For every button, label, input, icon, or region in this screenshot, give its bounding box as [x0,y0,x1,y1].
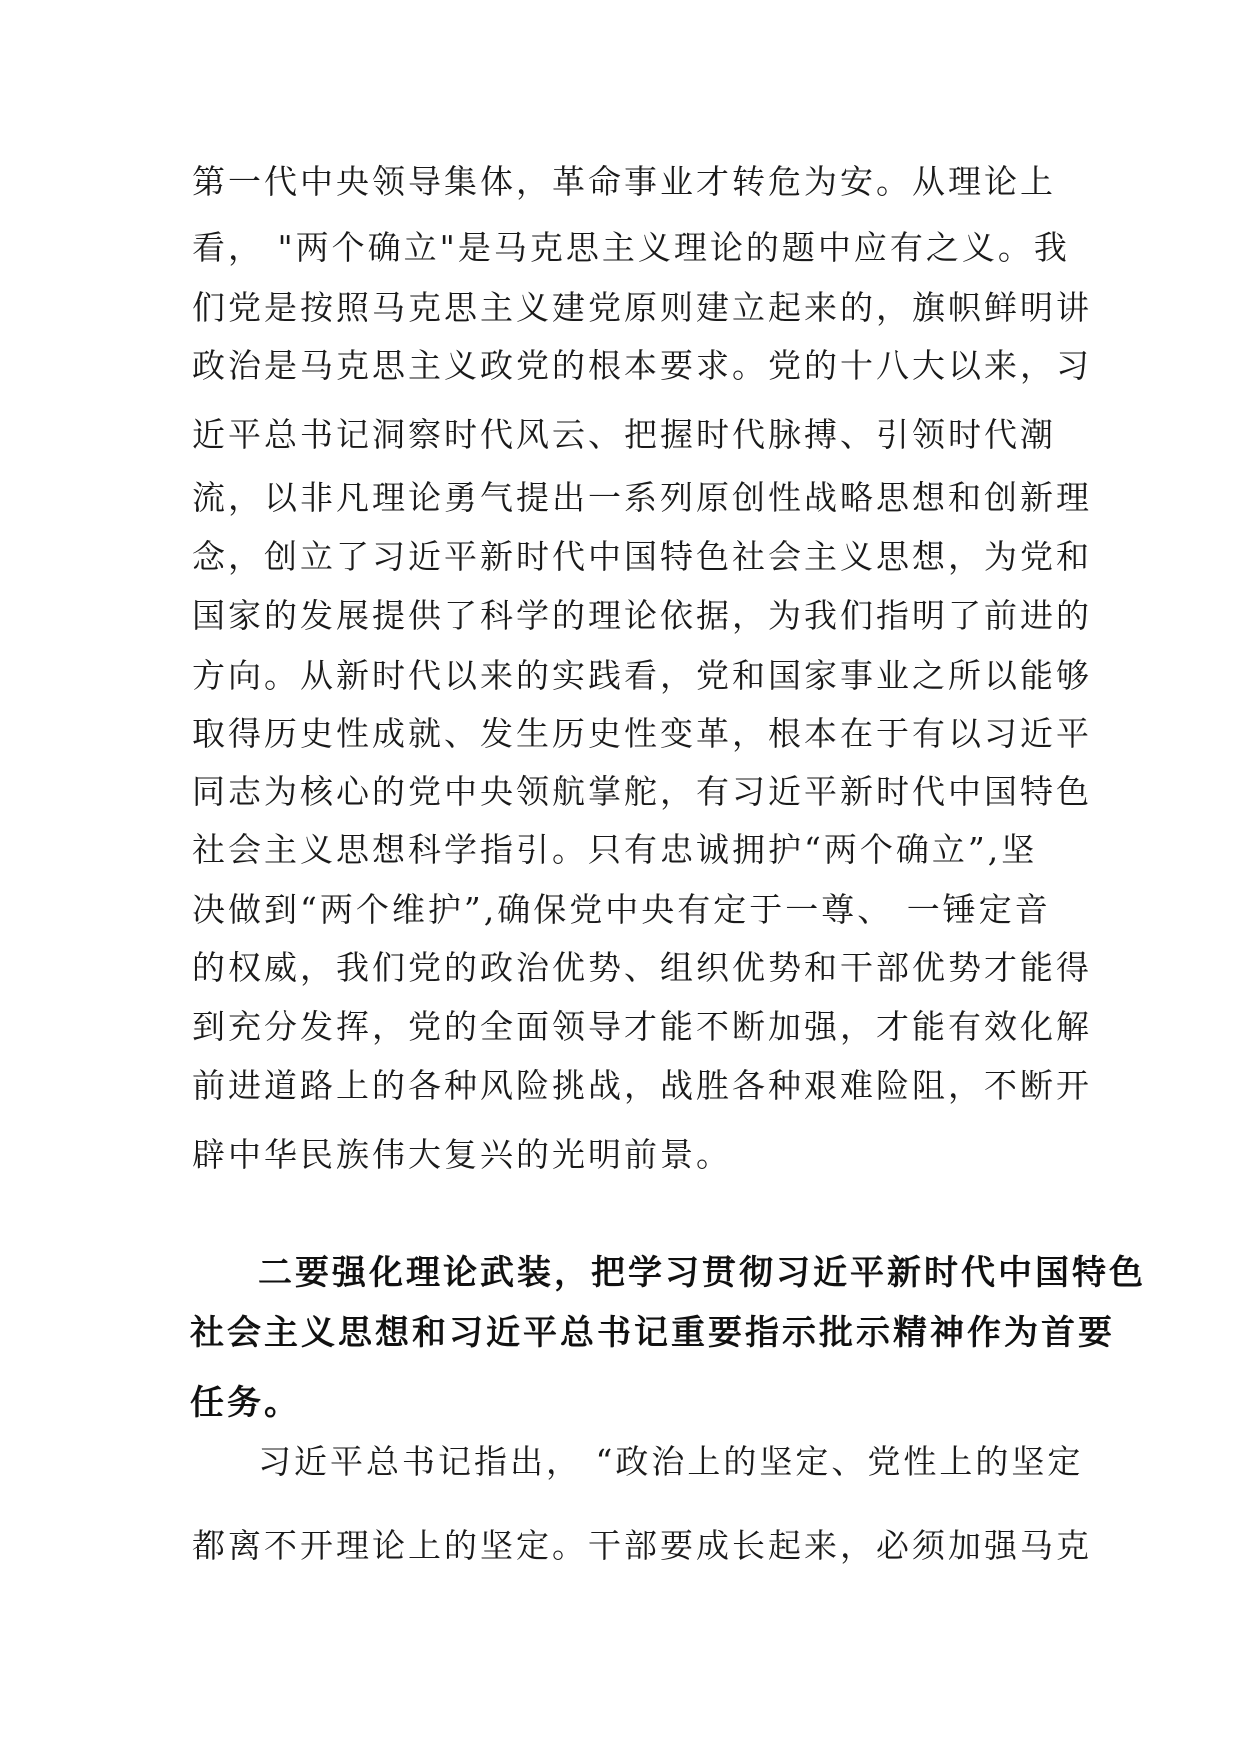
body-text-line: 看， "两个确立"是马克思主义理论的题中应有之义。我 [192,228,1070,267]
body-text-line: 国家的发展提供了科学的理论依据，为我们指明了前进的 [192,596,1092,635]
body-text-line: 方向。从新时代以来的实践看，党和国家事业之所以能够 [192,656,1092,695]
body-text-line: 社会主义思想科学指引。只有忠诚拥护“两个确立”,坚 [192,830,1038,869]
section-heading-line: 二要强化理论武装，把学习贯彻习近平新时代中国特色 [258,1253,1146,1293]
body-text-line: 习近平总书记指出， “政治上的坚定、党性上的坚定 [258,1442,1084,1481]
body-text-line: 们党是按照马克思主义建党原则建立起来的，旗帜鲜明讲 [192,288,1092,327]
body-text-line: 到充分发挥，党的全面领导才能不断加强，才能有效化解 [192,1007,1092,1046]
body-text-line: 念，创立了习近平新时代中国特色社会主义思想，为党和 [192,537,1092,576]
body-text-line: 决做到“两个维护”,确保党中央有定于一尊、 一锤定音 [192,890,1051,929]
body-text-line: 同志为核心的党中央领航掌舵，有习近平新时代中国特色 [192,772,1092,811]
body-text-line: 辟中华民族伟大复兴的光明前景。 [192,1135,732,1174]
body-text-line: 近平总书记洞察时代风云、把握时代脉搏、引领时代潮 [192,415,1056,454]
section-heading-line: 社会主义思想和习近平总书记重要指示批示精神作为首要 [190,1313,1115,1353]
body-text-line: 的权威，我们党的政治优势、组织优势和干部优势才能得 [192,948,1092,987]
body-text-line: 政治是马克思主义政党的根本要求。党的十八大以来，习 [192,346,1092,385]
body-text-line: 第一代中央领导集体，革命事业才转危为安。从理论上 [192,162,1056,201]
body-text-line: 流，以非凡理论勇气提出一系列原创性战略思想和创新理 [192,478,1092,517]
body-text-line: 前进道路上的各种风险挑战，战胜各种艰难险阻，不断开 [192,1066,1092,1105]
body-text-line: 都离不开理论上的坚定。干部要成长起来，必须加强马克 [192,1526,1092,1565]
section-heading-line: 任务。 [190,1383,301,1423]
body-text-line: 取得历史性成就、发生历史性变革，根本在于有以习近平 [192,714,1092,753]
